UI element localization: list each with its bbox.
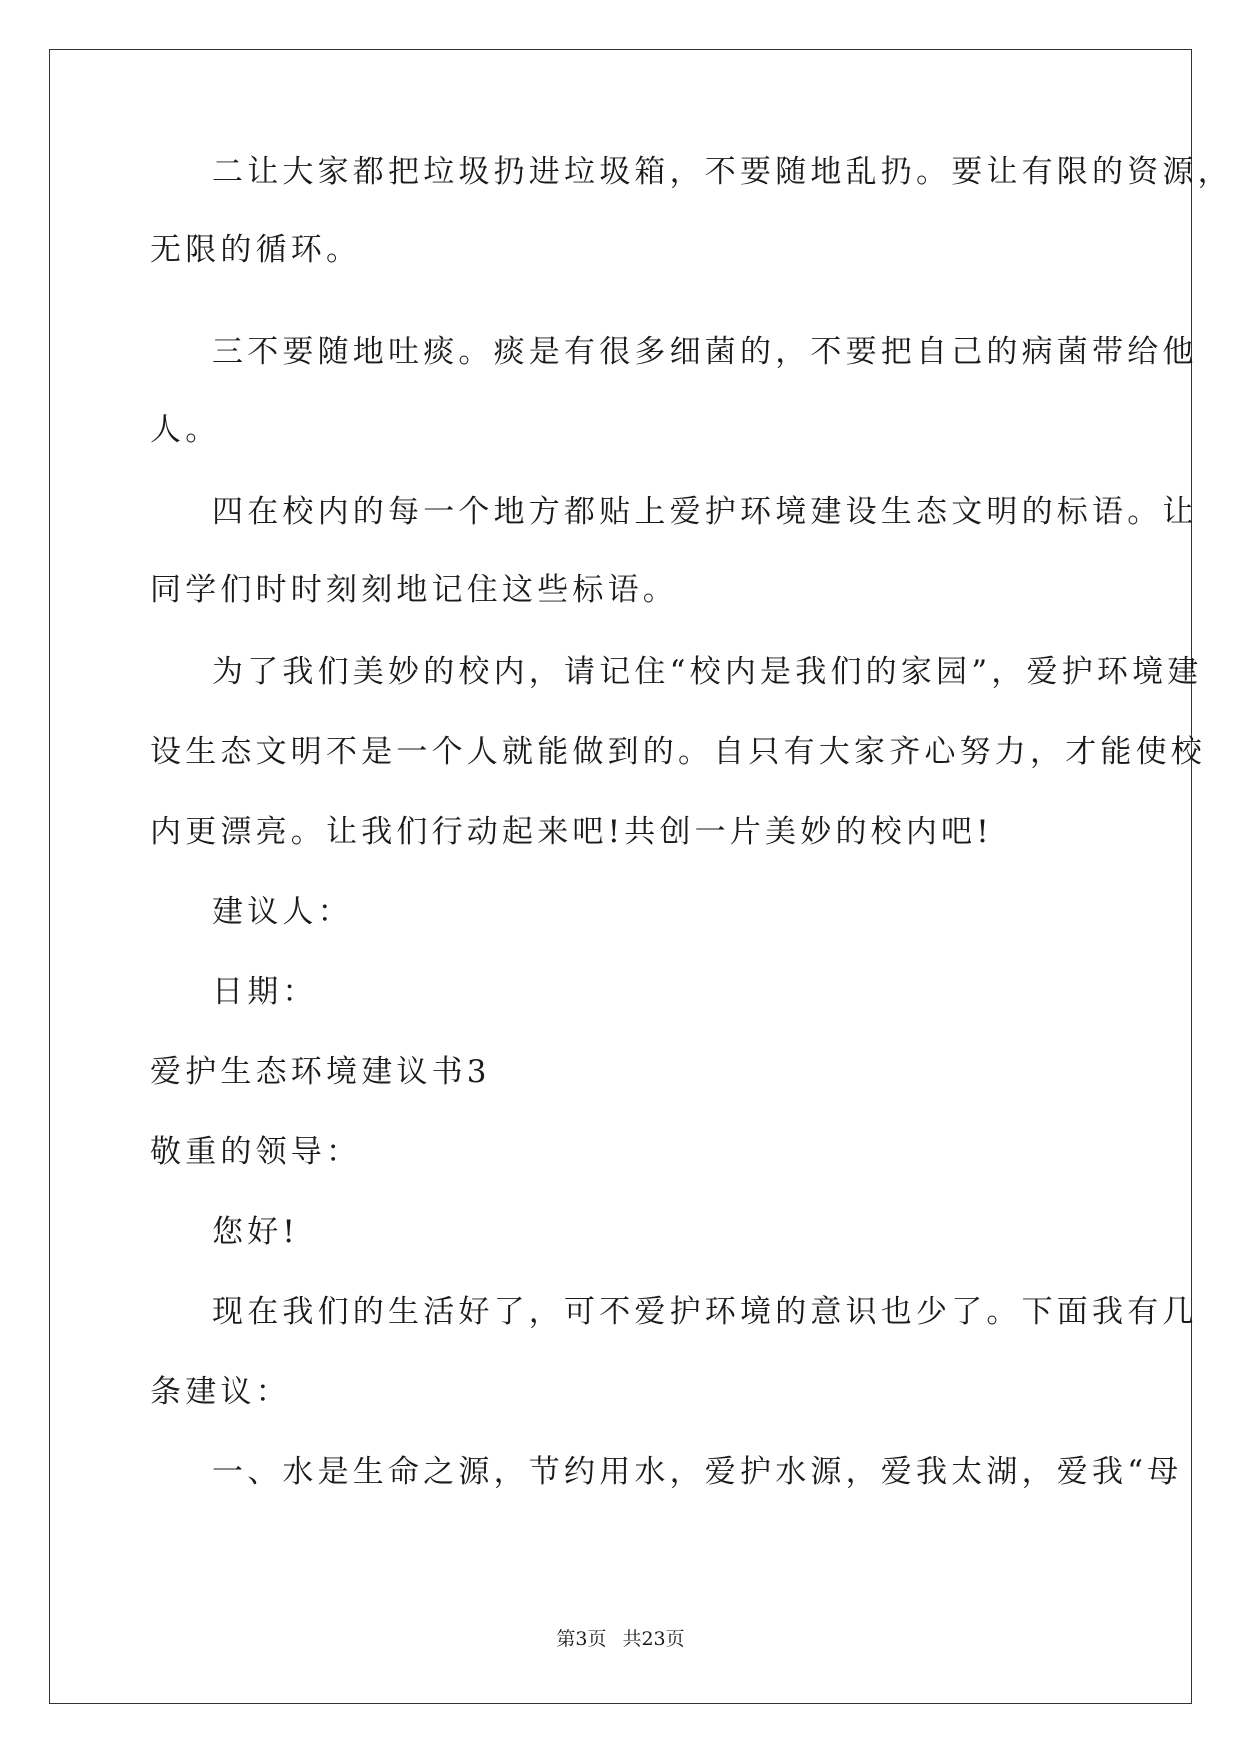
- paragraph-line: 无限的循环。: [150, 232, 362, 268]
- paragraph-line: 现在我们的生活好了，可不爱护环境的意识也少了。下面我有几: [212, 1294, 1198, 1330]
- paragraph-line: 一、水是生命之源，节约用水，爱护水源，爱我太湖，爱我“母: [212, 1454, 1183, 1490]
- greeting: 您好!: [212, 1214, 300, 1250]
- paragraph-line: 内更漂亮。让我们行动起来吧!共创一片美妙的校内吧!: [150, 814, 993, 850]
- paragraph-line: 为了我们美妙的校内，请记住“校内是我们的家园”，爱护环境建: [212, 654, 1203, 690]
- paragraph-line: 同学们时时刻刻地记住这些标语。: [150, 572, 678, 608]
- paragraph-line: 条建议：: [150, 1374, 291, 1410]
- paragraph-line: 三不要随地吐痰。痰是有很多细菌的，不要把自己的病菌带给他: [212, 334, 1198, 370]
- signature-label: 建议人：: [212, 894, 353, 930]
- page-number: 第3页: [556, 1628, 607, 1650]
- paragraph-line: 二让大家都把垃圾扔进垃圾箱，不要随地乱扔。要让有限的资源，: [212, 154, 1233, 190]
- section-title: 爱护生态环境建议书3: [150, 1054, 491, 1090]
- paragraph-line: 四在校内的每一个地方都贴上爱护环境建设生态文明的标语。让: [212, 494, 1198, 530]
- page-total: 共23页: [622, 1628, 685, 1650]
- page-footer: [0, 1627, 1241, 1651]
- salutation: 敬重的领导：: [150, 1134, 362, 1170]
- paragraph-line: 设生态文明不是一个人就能做到的。自只有大家齐心努力，才能使校: [150, 734, 1206, 770]
- date-label: 日期：: [212, 974, 318, 1010]
- paragraph-line: 人。: [150, 412, 221, 448]
